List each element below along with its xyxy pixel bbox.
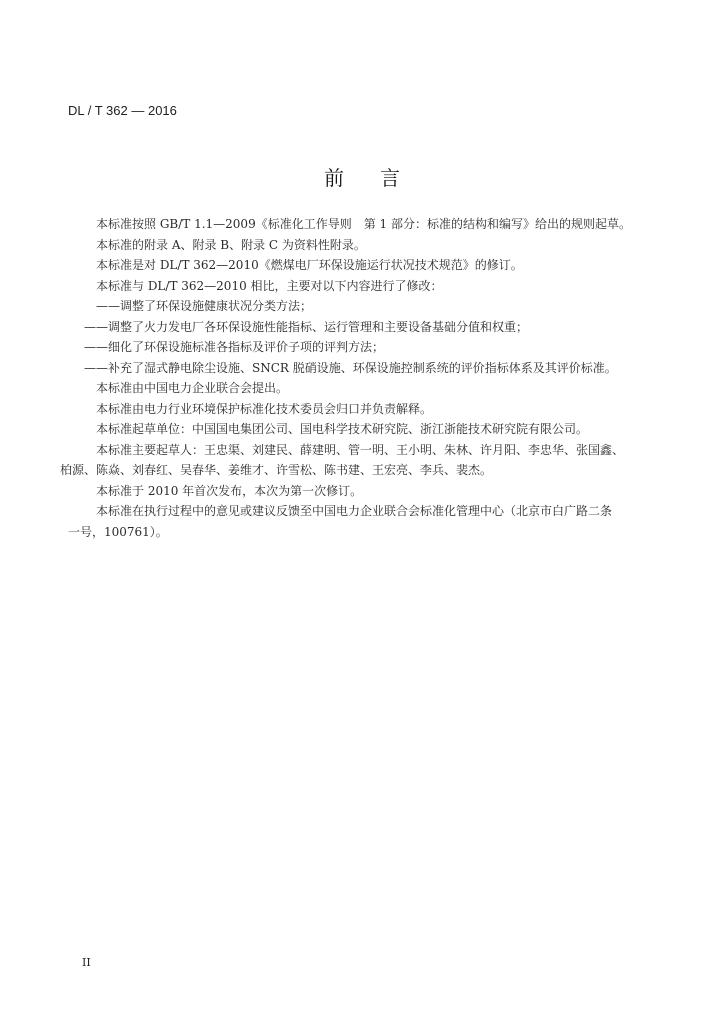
list-item: ——补充了湿式静电除尘设施、SNCR 脱硝设施、环保设施控制系统的评价指标体系及其评价标准。 [84,360,617,375]
list-item: ——调整了火力发电厂各环保设施性能指标、运行管理和主要设备基础分值和权重； [84,319,529,334]
page-number: II [82,956,91,969]
paragraph-continuation: 柏源、陈焱、刘春红、吴春华、姜维才、许雪松、陈书建、王宏亮、李兵、裴杰。 [60,463,493,477]
paragraph: 本标准起草单位：中国国电集团公司、国电科学技术研究院、浙江浙能技术研究院有限公司。 [96,422,589,436]
foreword-body [60,214,664,542]
paragraph: 本标准与 DL/T 362—2010 相比，主要对以下内容进行了修改： [96,278,443,293]
paragraph: 本标准主要起草人：王忠渠、刘建民、薛建明、管一明、王小明、朱林、许月阳、李忠华、张国鑫、 [96,442,625,457]
paragraph: 本标准由中国电力企业联合会提出。 [96,381,289,395]
paragraph: 本标准由电力行业环境保护标准化技术委员会归口并负责解释。 [96,401,433,416]
paragraph: 本标准在执行过程中的意见或建议反馈至中国电力企业联合会标准化管理中心（北京市白广路二条 [96,504,613,518]
paragraph: 本标准按照 GB/T 1.1—2009《标准化工作导则 第 1 部分：标准的结构和编写》给出的规则起草。 [96,217,631,231]
standard-code: DL / T 362 — 2016 [68,103,177,118]
paragraph: 本标准于 2010 年首次发布，本次为第一次修订。 [96,483,363,498]
paragraph-continuation: 一号，100761）。 [68,524,168,539]
paragraph: 本标准的附录 A、附录 B、附录 C 为资料性附录。 [96,237,366,252]
list-item: ——细化了环保设施标准各指标及评价子项的评判方法； [84,340,385,354]
list-item: ——调整了环保设施健康状况分类方法； [96,299,313,313]
paragraph: 本标准是对 DL/T 362—2010《燃煤电厂环保设施运行状况技术规范》的修订。 [96,258,523,272]
page-title: 前言 [324,166,436,190]
